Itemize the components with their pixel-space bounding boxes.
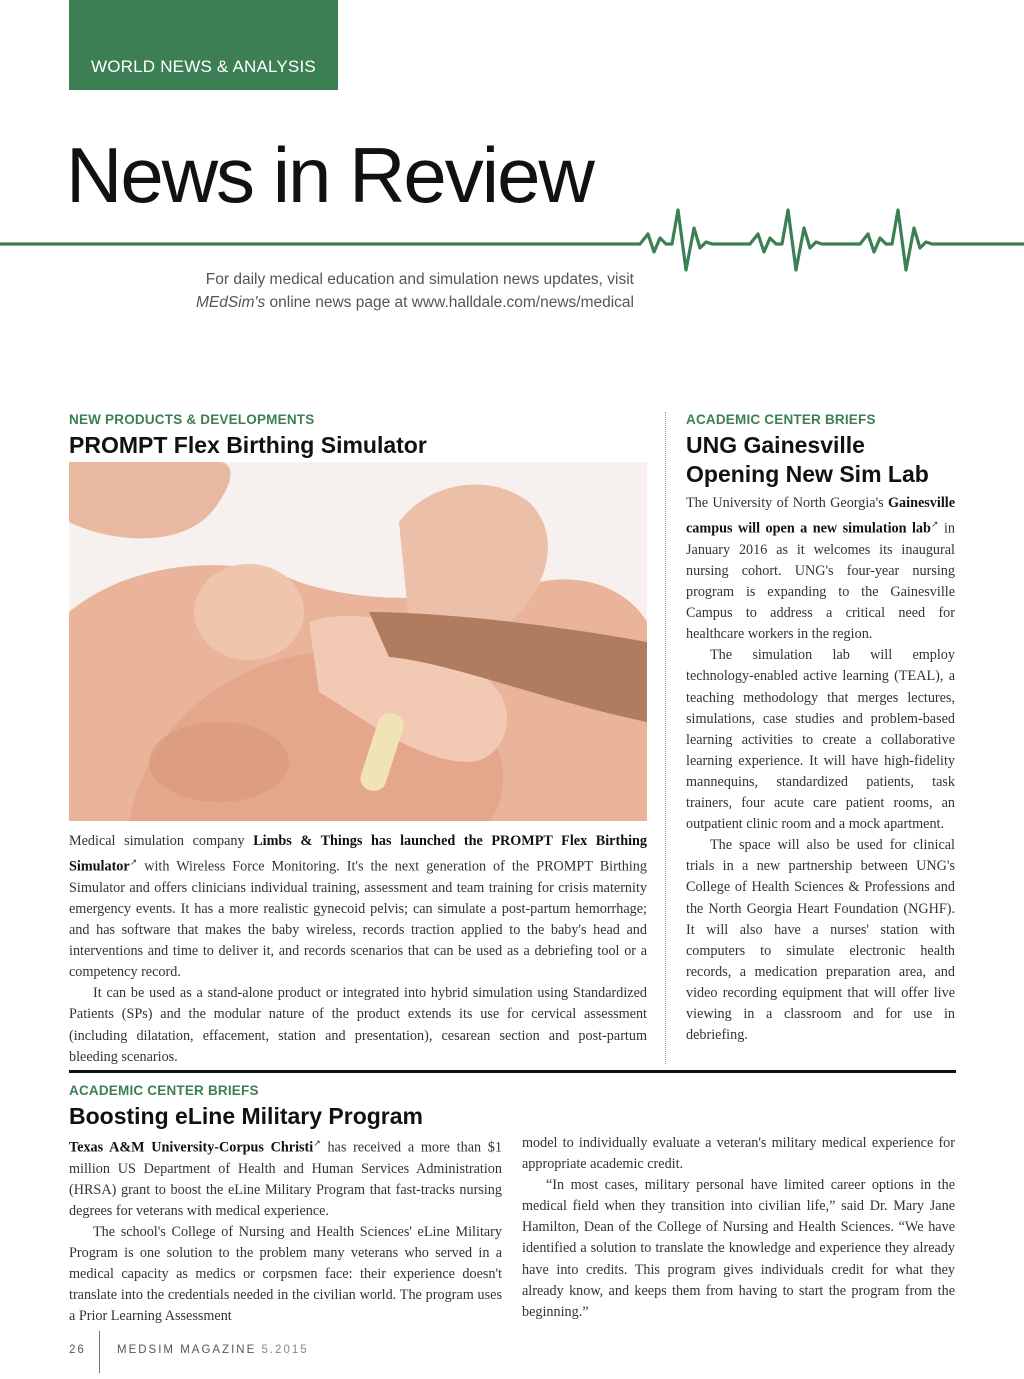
ecg-rule	[0, 190, 1024, 280]
article3-kicker: ACADEMIC CENTER BRIEFS	[69, 1083, 259, 1098]
column-divider	[665, 412, 666, 1064]
article3-p2: The school's College of Nursing and Health Sciences' eLine Military Program is one solution to the problem many veterans who served in a medical capacity as medics or corpsmen face: their experience doesn't translate into the credentials needed in the civilian world. The program uses a Prior Learning Assessment	[69, 1224, 502, 1325]
article1-kicker: NEW PRODUCTS & DEVELOPMENTS	[69, 412, 315, 427]
footer-divider	[99, 1331, 100, 1373]
page-title: News in Review	[66, 131, 593, 219]
subtitle-line-1: For daily medical education and simulation news updates, visit	[205, 271, 634, 288]
article2-headline	[686, 431, 929, 489]
subtitle-magazine-name: MEdSim's	[195, 294, 266, 311]
page-subtitle	[196, 268, 634, 314]
article2-kicker: ACADEMIC CENTER BRIEFS	[686, 412, 876, 427]
external-link-icon[interactable]: ↗	[129, 857, 138, 868]
article2-p1-rest: in January 2016 as it welcomes its inaugural nursing cohort. UNG's four-year nursing program is expanding to the Gainesville Campus to address a critical need for healthcare workers in the region.	[686, 520, 955, 643]
article2-p1-lead: The University of North Georgia's	[686, 495, 888, 511]
footer-issue: 5.2015	[261, 1344, 309, 1356]
article1-body	[69, 831, 647, 1068]
footer-magazine-name: MEDSIM MAGAZINE	[117, 1344, 257, 1356]
article3-p1-rest: has received a more than $1 million US Department of Health and Human Services Administration (HRSA) grant to boost the eLine Military Program that fast-tracks nursing degrees for veterans with medical experience.	[69, 1139, 502, 1220]
article1-p1-link[interactable]: Limbs & Things has launched the PROMPT Flex Birthing Simulator	[69, 833, 648, 875]
footer-magazine	[117, 1344, 309, 1356]
section-tab	[69, 0, 338, 90]
article1-headline: PROMPT Flex Birthing Simulator	[69, 432, 427, 458]
article2-body	[686, 493, 955, 1046]
article1-p1-rest: with Wireless Force Monitoring. It's the next generation of the PROMPT Birthing Simulator and offers clinicians individual training, assessment and team training for crisis maternity emergency events. It has a more realistic gynecoid pelvis; can simulate a post-partum hemorrhage; and has software that makes the baby wireless, records traction applied to the baby's head and interventions and time to deliver it, and records scenarios that can be used as a debriefing tool or a competency record.	[69, 858, 647, 981]
section-rule	[69, 1070, 956, 1073]
article2-headline-line-2: Opening New Sim Lab	[686, 461, 929, 487]
article2-p3: The space will also be used for clinical trials in a new partnership between UNG's College of Health Sciences & Professions and the North Georgia Heart Foundation (NGHF). It will also have a nurses' station with computers to simulate electronic health records, a medication preparation area, and video recording equipment that will offer live viewing in a classroom and for use in debriefing.	[686, 837, 955, 1044]
article3-col2-p2: “In most cases, military personal have limited career options in the medical field when they transition into civilian life,” said Dr. Mary Jane Hamilton, Dean of the College of Nursing and Health Sciences. “We have identified a solution to translate the knowledge and experience they already have into credits. This program gives individuals credit for what they already know, and keeps them from having to start the program from the beginning.”	[522, 1177, 955, 1320]
article2-p1-link[interactable]: Gainesville campus will open a new simulation lab	[686, 495, 955, 537]
article3-p1-link[interactable]: Texas A&M University-Corpus Christi	[69, 1139, 314, 1156]
subtitle-url-text: online news page at www.halldale.com/news/medical	[265, 294, 634, 311]
article3-column-1	[69, 1133, 502, 1328]
article1-p1-lead: Medical simulation company	[69, 833, 254, 849]
article1-p2: It can be used as a stand-alone product or integrated into hybrid simulation using Standardized Patients (SPs) and the modular nature of the product extends its use for cervical assessment (including dilatation, effacement, station and presentation), cesarean section and post-partum bleeding scenarios.	[69, 985, 647, 1065]
article2-headline-line-1: UNG Gainesville	[686, 432, 865, 458]
article3-column-2	[522, 1133, 955, 1323]
external-link-icon[interactable]: ↗	[313, 1138, 321, 1148]
page-number: 26	[69, 1344, 86, 1356]
article3-col2-p1: model to individually evaluate a veteran's military medical experience for appropriate academic credit.	[522, 1135, 955, 1173]
birthing-simulator-photo	[69, 462, 647, 821]
article2-p2: The simulation lab will employ technology-enabled active learning (TEAL), a teaching methodology that merges lectures, simulations, case studies and problem-based learning activities to create a collaborative learning experience. It will have high-fidelity mannequins, standardized patients, task trainers, four acute care patient rooms, an outpatient clinic room and a mock apartment.	[686, 647, 955, 833]
external-link-icon[interactable]: ↗	[930, 519, 939, 530]
article3-headline: Boosting eLine Military Program	[69, 1103, 423, 1129]
section-tab-label: WORLD NEWS & ANALYSIS	[91, 57, 316, 76]
